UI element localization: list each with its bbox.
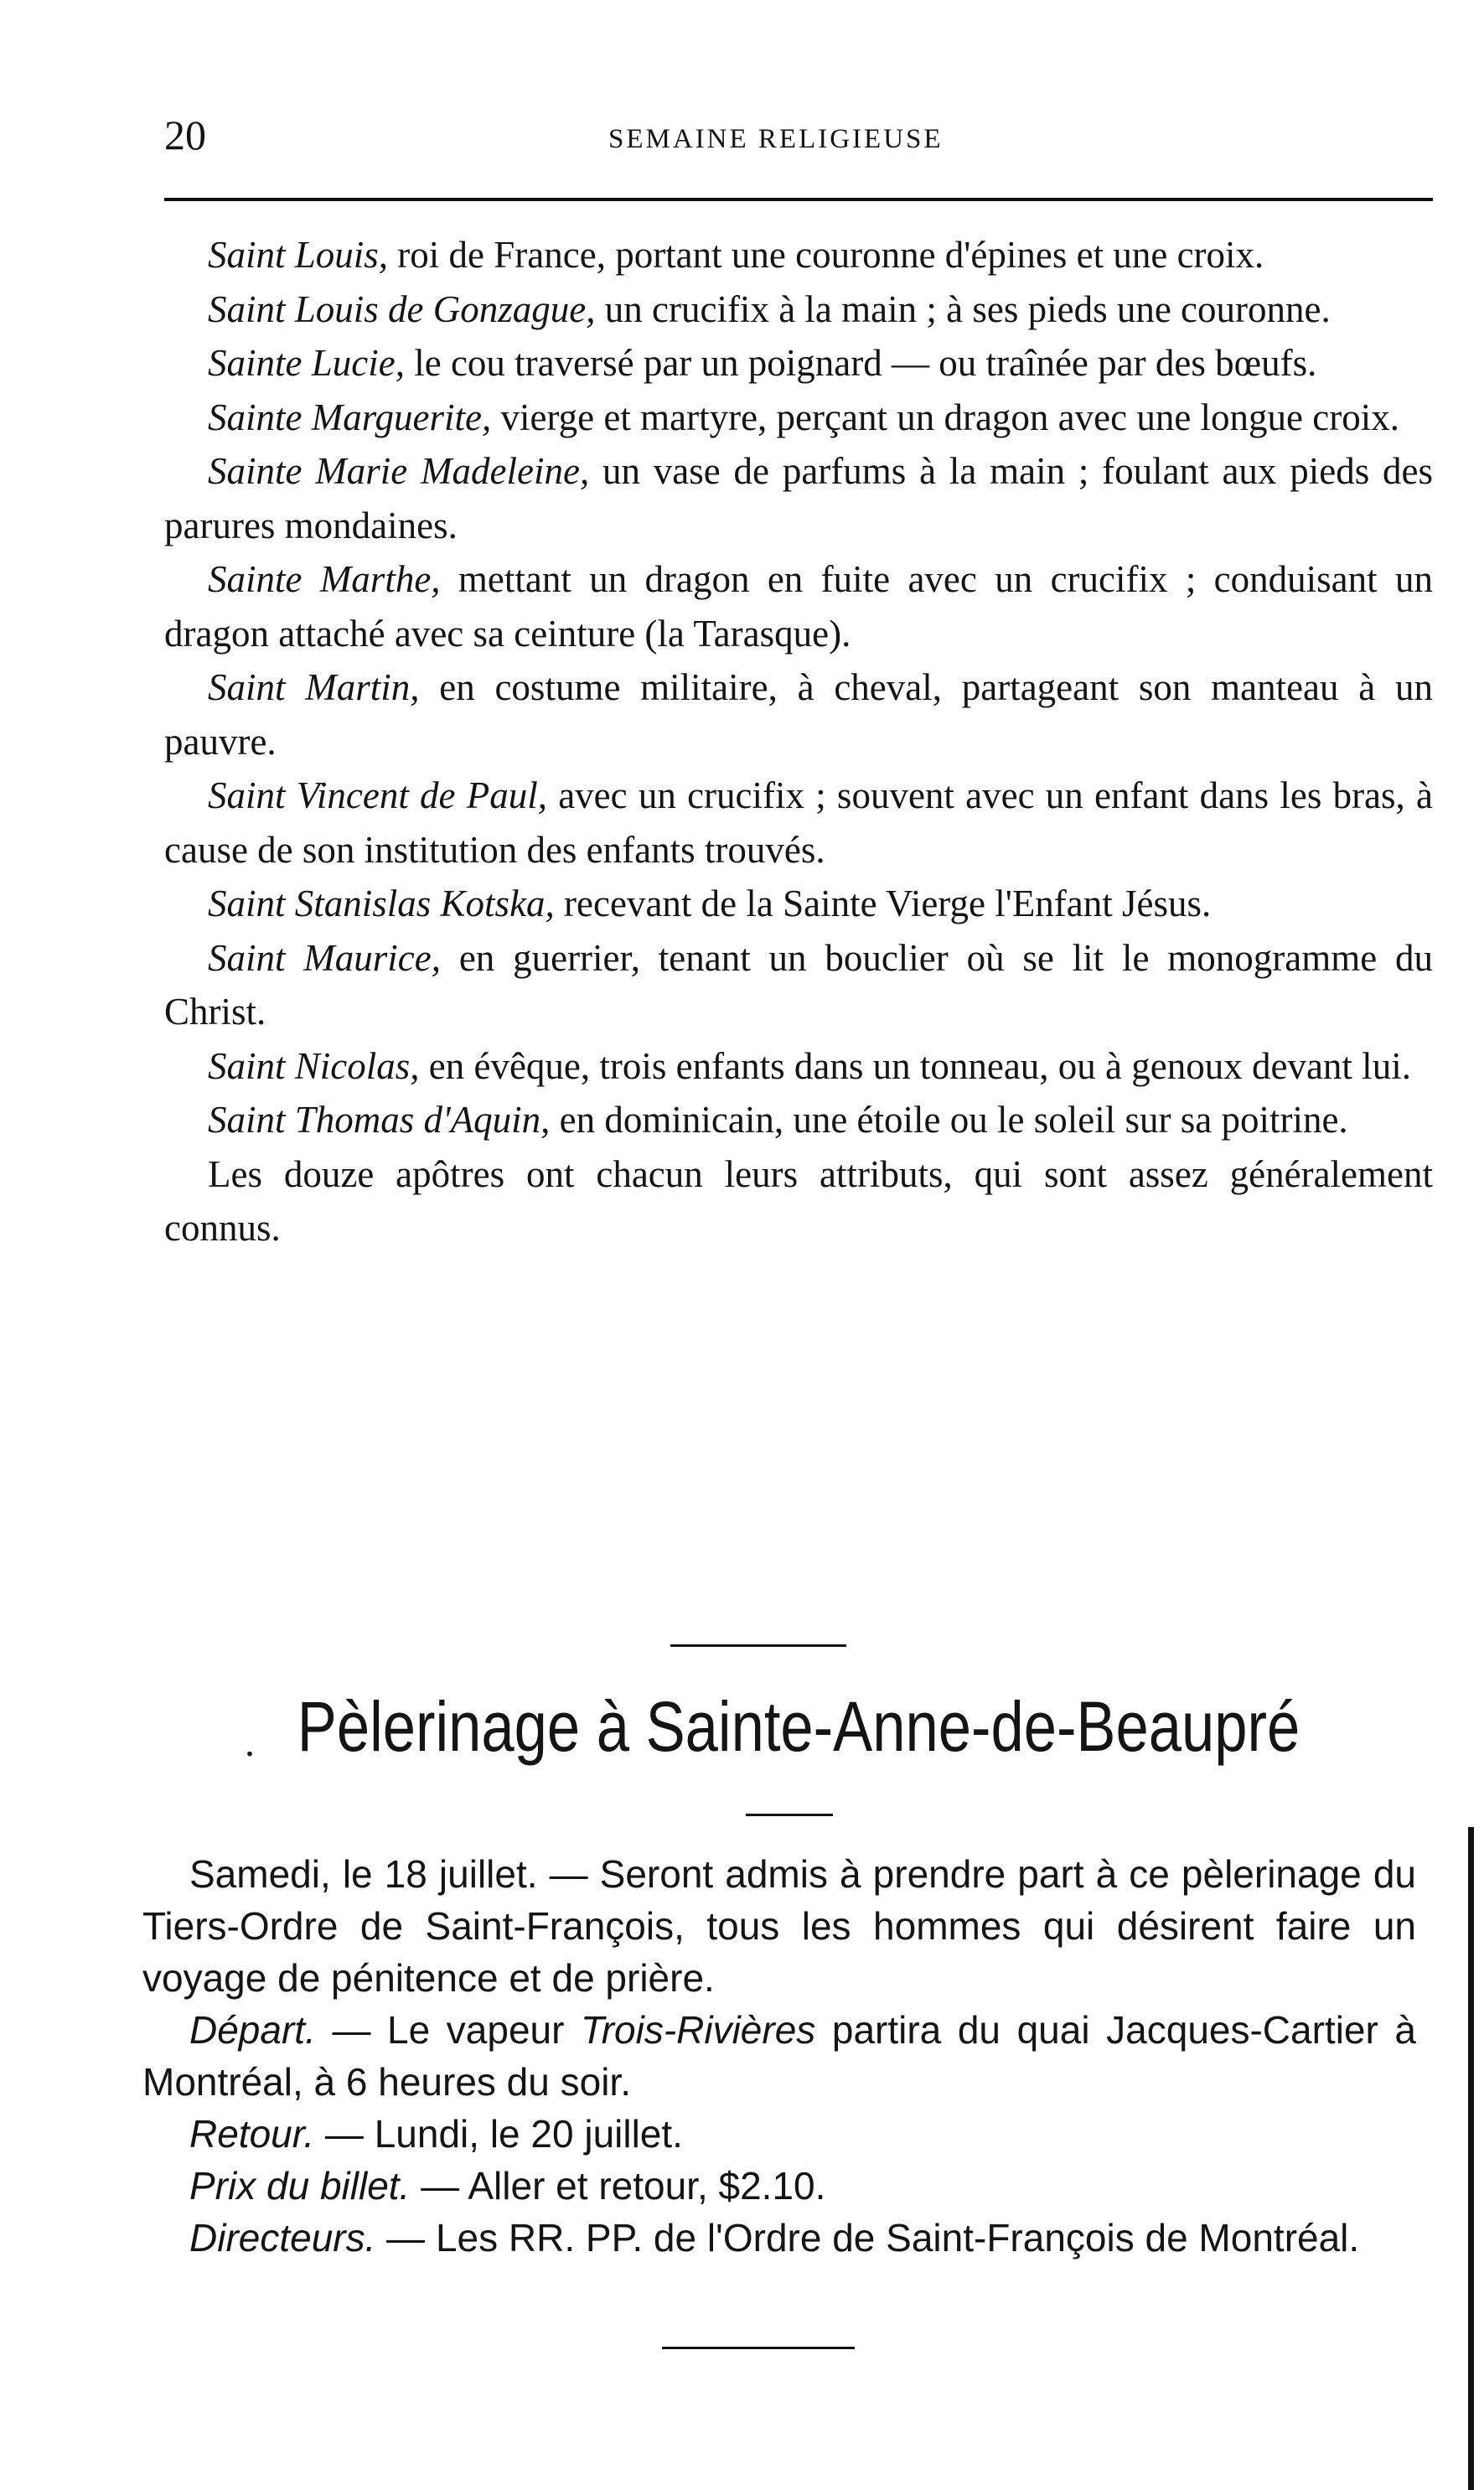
saint-description: en guerrier, tenant un bouclier où se lit le monogramme du Christ.: [164, 936, 1434, 1033]
saint-description: en costume militaire, à cheval, partageant son manteau à un pauvre.: [164, 666, 1433, 763]
saint-description: un crucifix à la main ; à ses pieds une couronne.: [595, 287, 1331, 330]
saint-name: Saint Thomas d'Aquin,: [208, 1099, 551, 1141]
depart-text-before: — Le vapeur: [315, 2008, 582, 2052]
saint-name: Sainte Marie Madeleine,: [208, 450, 590, 492]
notice-depart: [142, 2004, 1416, 2108]
saint-description: avec un crucifix ; souvent avec un enfant dans les bras, à cause de son institution des enfants trouvés.: [164, 774, 1433, 871]
saint-description: en évêque, trois enfants dans un tonneau, ou à genoux devant lui.: [419, 1044, 1411, 1087]
saint-name: Saint Martin,: [208, 666, 420, 708]
saint-description: un vase de parfums à la main ; foulant aux pieds des parures mondaines.: [164, 450, 1433, 546]
list-item: [164, 660, 1433, 769]
saint-name: Saint Maurice,: [208, 936, 442, 979]
page-edge-line: [1468, 1827, 1474, 2490]
list-item: [164, 552, 1433, 660]
list-item: [164, 1039, 1433, 1094]
saint-name: Sainte Marthe,: [208, 558, 441, 600]
notice-lead: Samedi, le 18 juillet. — Seront admis à prendre part à ce pèlerinage du Tiers-Ordre de Saint-François, tous les hommes qui désirent faire un voyage de pénitence et de prière.: [142, 1852, 1416, 2000]
running-head: [164, 111, 1438, 161]
notice-retour: [142, 2108, 1416, 2160]
prix-label: Prix du billet.: [189, 2164, 411, 2208]
title-rule: [746, 1814, 833, 1816]
saint-name: Sainte Marguerite,: [208, 396, 492, 438]
list-item: [164, 228, 1433, 282]
retour-text: — Lundi, le 20 juillet.: [314, 2112, 683, 2156]
vessel-name: Trois-Rivières: [581, 2008, 816, 2052]
directeurs-label: Directeurs.: [189, 2216, 376, 2260]
pilgrimage-notice: [142, 1848, 1416, 2264]
list-item: [164, 931, 1433, 1039]
notice-directeurs: [142, 2212, 1416, 2264]
section-title: Pèlerinage à Sainte-Anne-de-Beaupré: [297, 1687, 1300, 1766]
list-item: [164, 336, 1433, 391]
prix-text: — Aller et retour, $2.10.: [410, 2164, 826, 2208]
retour-label: Retour.: [189, 2112, 315, 2156]
closing-paragraph: Les douze apôtres ont chacun leurs attributs, qui sont assez généralement connus.: [164, 1152, 1433, 1249]
header-rule: [164, 198, 1433, 201]
saint-description: mettant un dragon en fuite avec un crucifix ; conduisant un dragon attaché avec sa ceinture (la Tarasque).: [164, 558, 1433, 655]
section-divider: [670, 1644, 846, 1647]
saint-description: roi de France, portant une couronne d'épines et une croix.: [388, 234, 1264, 276]
page-number: 20: [164, 111, 206, 158]
saint-name: Saint Louis,: [208, 234, 389, 276]
saint-description: le cou traversé par un poignard — ou traînée par des bœufs.: [404, 342, 1317, 384]
saint-description: vierge et martyre, perçant un dragon avec une longue croix.: [491, 396, 1399, 438]
saint-name: Sainte Lucie,: [208, 342, 405, 384]
list-item: [164, 282, 1433, 337]
depart-text-after: partira du quai Jacques-Cartier à Montréal, à 6 heures du soir.: [142, 2008, 1416, 2104]
stray-mark: .: [245, 1721, 255, 1765]
saint-description: en dominicain, une étoile ou le soleil sur sa poitrine.: [550, 1099, 1348, 1141]
saint-name: Saint Vincent de Paul,: [208, 774, 547, 816]
directeurs-text: — Les RR. PP. de l'Ordre de Saint-François de Montréal.: [375, 2216, 1360, 2260]
saint-name: Saint Stanislas Kotska,: [208, 883, 555, 924]
list-item: [164, 769, 1433, 877]
depart-label: Départ.: [189, 2008, 316, 2052]
saint-name: Saint Louis de Gonzague,: [208, 287, 596, 330]
saint-description: recevant de la Sainte Vierge l'Enfant Jésus.: [554, 883, 1212, 924]
end-rule: [662, 2347, 855, 2349]
list-item: [164, 391, 1433, 445]
list-item: [164, 877, 1433, 931]
saint-name: Saint Nicolas,: [208, 1044, 420, 1087]
running-title: SEMAINE RELIGIEUSE: [608, 124, 944, 154]
list-item: [164, 444, 1433, 552]
notice-prix: [142, 2160, 1416, 2212]
attributes-list: [164, 228, 1433, 1255]
list-item: [164, 1093, 1433, 1147]
